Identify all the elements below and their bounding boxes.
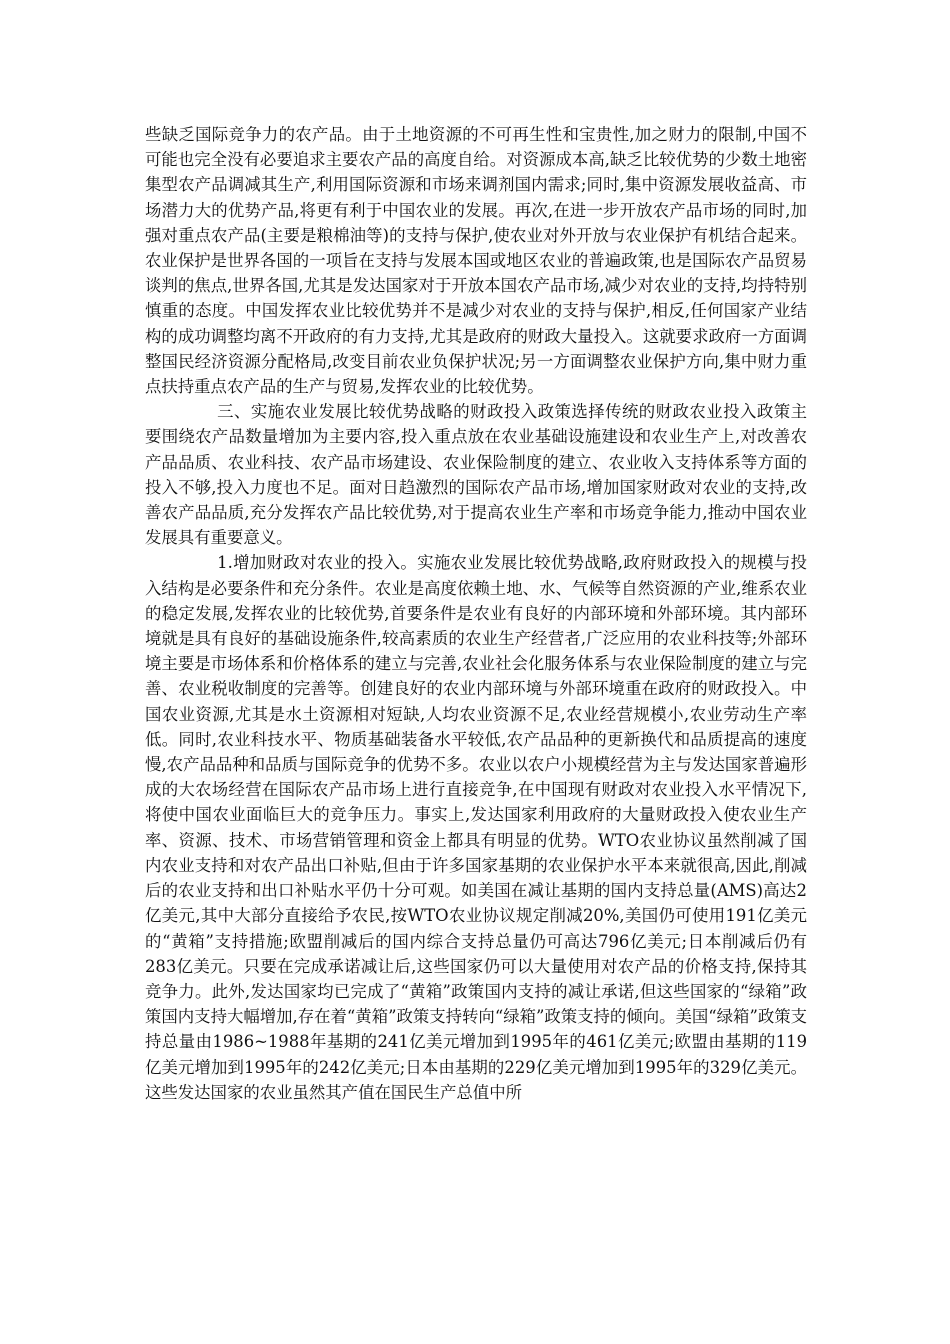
paragraph-continued: 些缺乏国际竞争力的农产品。由于土地资源的不可再生性和宝贵性,加之财力的限制,中国不可能也完全没有必要追求主要农产品的高度自给。对资源成本高,缺乏比较优势的少数土地密集型农产品调减其生产,利用国际资源和市场来调剂国内需求;同时,集中资源发展收益高、市场潜力大的优势产品,将更有利于中国农业的发展。再次,在进一步开放农产品市场的同时,加强对重点农产品(主要是粮棉油等)的支持与保护,使农业对外开放与农业保护有机结合起来。农业保护是世界各国的一项旨在支持与发展本国或地区农业的普遍政策,也是国际农产品贸易谈判的焦点,世界各国,尤其是发达国家对于开放本国农产品市场,减少对农业的支持,均持特别慎重的态度。中国发挥农业比较优势并不是减少对农业的支持与保护,相反,任何国家产业结构的成功调整均离不开政府的有力支持,尤其是政府的财政大量投入。这就要求政府一方面调整国民经济资源分配格局,改变目前农业负保护状况;另一方面调整农业保护方向,集中财力重点扶持重点农产品的生产与贸易,发挥农业的比较优势。 xyxy=(145,125,807,397)
paragraph-item-one: 1.增加财政对农业的投入。实施农业发展比较优势战略,政府财政投入的规模与投入结构是必要条件和充分条件。农业是高度依赖土地、水、气候等自然资源的产业,维系农业的稳定发展,发挥农业的比较优势,首要条件是农业有良好的内部环境和外部环境。其内部环境就是具有良好的基础设施条件,较高素质的农业生产经营者,广泛应用的农业科技等;外部环境主要是市场体系和价格体系的建立与完善,农业社会化服务体系与农业保险制度的建立与完善、农业税收制度的完善等。创建良好的农业内部环境与外部环境重在政府的财政投入。中国农业资源,尤其是水土资源相对短缺,人均农业资源不足,农业经营规模小,农业劳动生产率低。同时,农业科技水平、物质基础装备水平较低,农产品品种的更新换代和品质提高的速度慢,农产品品种和品质与国际竞争的优势不多。农业以农户小规模经营为主与发达国家普遍形成的大农场经营在国际农产品市场上进行直接竞争,在中国现有财政对农业投入水平情况下,将使中国农业面临巨大的竞争压力。事实上,发达国家利用政府的大量财政投入使农业生产率、资源、技术、市场营销管理和资金上都具有明显的优势。WTO农业协议虽然削减了国内农业支持和对农产品出口补贴,但由于许多国家基期的农业保护水平本来就很高,因此,削减后的农业支持和出口补贴水平仍十分可观。如美国在减让基期的国内支持总量(AMS)高达2亿美元,其中大部分直接给予农民,按WTO农业协议规定削减20%,美国仍可使用191亿美元的“黄箱”支持措施;欧盟削减后的国内综合支持总量仍可高达796亿美元;日本削减后仍有283亿美元。只要在完成承诺减让后,这些国家仍可以大量使用对农产品的价格支持,保持其竞争力。此外,发达国家均已完成了“黄箱”政策国内支持的减让承诺,但这些国家的“绿箱”政策国内支持大幅增加,存在着“黄箱”政策支持转向“绿箱”政策支持的倾向。美国“绿箱”政策支持总量由1986~1988年基期的241亿美元增加到1995年的461亿美元;欧盟由基期的119亿美元增加到1995年的242亿美元;日本由基期的229亿美元增加到1995年的329亿美元。这些发达国家的农业虽然其产值在国民生产总值中所 xyxy=(145,553,807,1102)
document-page xyxy=(145,122,807,1105)
paragraph-section-three: 三、实施农业发展比较优势战略的财政投入政策选择传统的财政农业投入政策主要围绕农产品数量增加为主要内容,投入重点放在农业基础设施建设和农业生产上,对改善农产品品质、农业科技、农产品市场建设、农业保险制度的建立、农业收入支持体系等方面的投入不够,投入力度也不足。面对日趋激烈的国际农产品市场,增加国家财政对农业的支持,改善农产品品质,充分发挥农产品比较优势,对于提高农业生产率和市场竞争能力,推动中国农业发展具有重要意义。 xyxy=(145,402,807,548)
